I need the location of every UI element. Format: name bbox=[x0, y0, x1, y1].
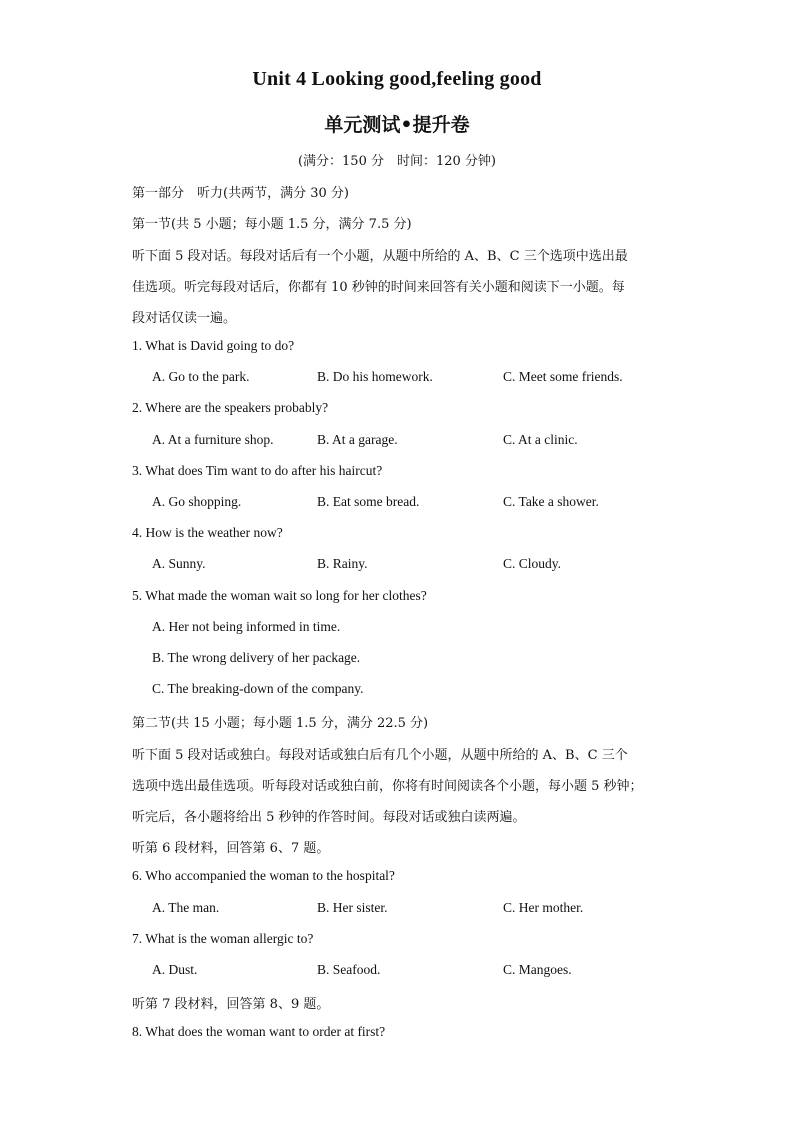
instruction-line: 段对话仅读一遍。 bbox=[132, 311, 237, 326]
option-a: A. Go to the park. bbox=[152, 369, 250, 384]
question: 8. What does the woman want to order at first? bbox=[132, 1024, 386, 1039]
option-b: B. Eat some bread. bbox=[317, 494, 420, 509]
option-b: B. The wrong delivery of her package. bbox=[152, 650, 361, 665]
part-heading: 第一部分 听力(共两节，满分 30 分) bbox=[132, 186, 349, 201]
section-heading: 第一节(共 5 小题；每小题 1.5 分，满分 7.5 分) bbox=[132, 217, 412, 232]
question: 7. What is the woman allergic to? bbox=[132, 931, 314, 946]
document-subtitle: 单元测试•提升卷 bbox=[324, 114, 470, 136]
option-c: C. Her mother. bbox=[503, 900, 584, 915]
instruction-line: 听完后，各小题将给出 5 秒钟的作答时间。每段对话或独白读两遍。 bbox=[132, 810, 526, 825]
section-heading: 第二节(共 15 小题；每小题 1.5 分，满分 22.5 分) bbox=[132, 716, 429, 731]
question: 5. What made the woman wait so long for her clothes? bbox=[132, 588, 427, 603]
option-b: B. Seafood. bbox=[317, 962, 381, 977]
instruction-line: 听下面 5 段对话。每段对话后有一个小题，从题中所给的 A、B、C 三个选项中选出最 bbox=[132, 249, 628, 264]
option-a: A. Her not being informed in time. bbox=[152, 619, 341, 634]
option-c: C. Meet some friends. bbox=[503, 369, 623, 384]
option-a: A. Go shopping. bbox=[152, 494, 242, 509]
question: 6. Who accompanied the woman to the hospital? bbox=[132, 868, 395, 883]
material-heading: 听第 6 段材料，回答第 6、7 题。 bbox=[132, 841, 330, 856]
exam-meta: (满分：150 分 时间：120 分钟) bbox=[297, 154, 497, 169]
question: 4. How is the weather now? bbox=[132, 525, 283, 540]
option-a: A. Dust. bbox=[152, 962, 198, 977]
option-a: A. The man. bbox=[152, 900, 220, 915]
option-a: A. Sunny. bbox=[152, 556, 206, 571]
option-c: C. Mangoes. bbox=[503, 962, 572, 977]
question: 3. What does Tim want to do after his haircut? bbox=[132, 463, 383, 478]
instruction-line: 佳选项。听完每段对话后，你都有 10 秒钟的时间来回答有关小题和阅读下一小题。每 bbox=[132, 280, 625, 295]
option-c: C. Cloudy. bbox=[503, 556, 562, 571]
option-a: A. At a furniture shop. bbox=[152, 432, 274, 447]
question: 2. Where are the speakers probably? bbox=[132, 400, 329, 415]
option-b: B. Do his homework. bbox=[317, 369, 433, 384]
instruction-line: 选项中选出最佳选项。听每段对话或独白前，你将有时间阅读各个小题，每小题 5 秒钟； bbox=[132, 779, 643, 794]
material-heading: 听第 7 段材料，回答第 8、9 题。 bbox=[132, 997, 330, 1012]
option-b: B. At a garage. bbox=[317, 432, 398, 447]
instruction-line: 听下面 5 段对话或独白。每段对话或独白后有几个小题，从题中所给的 A、B、C 三个 bbox=[132, 748, 628, 763]
option-c: C. Take a shower. bbox=[503, 494, 599, 509]
option-c: C. At a clinic. bbox=[503, 432, 578, 447]
document-title: Unit 4 Looking good,feeling good bbox=[252, 68, 542, 90]
option-c: C. The breaking-down of the company. bbox=[152, 681, 364, 696]
option-b: B. Rainy. bbox=[317, 556, 368, 571]
question: 1. What is David going to do? bbox=[132, 338, 295, 353]
option-b: B. Her sister. bbox=[317, 900, 388, 915]
